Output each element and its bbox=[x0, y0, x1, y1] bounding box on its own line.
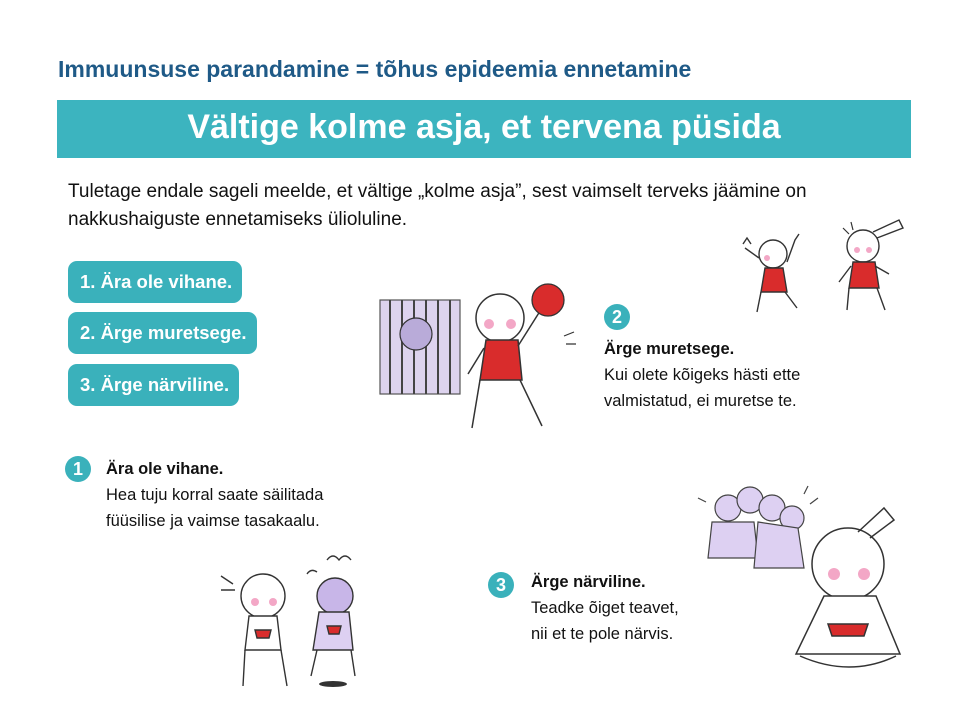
tip-3 bbox=[531, 569, 679, 647]
calm-meditating-illustration bbox=[688, 478, 916, 674]
title-banner bbox=[57, 100, 911, 158]
tip-number-3: 3 bbox=[488, 572, 514, 598]
cheerful-friends-illustration bbox=[735, 212, 915, 317]
calm-and-angry-friends-illustration bbox=[215, 546, 385, 700]
summary-pill-3: 3. Ärge närviline. bbox=[68, 364, 239, 406]
page-title: Vältige kolme asja, et tervena püsida bbox=[187, 108, 781, 146]
tip-number-1: 1 bbox=[65, 456, 91, 482]
tip-1-line-2: füüsilise ja vaimse tasakaalu. bbox=[106, 512, 320, 530]
tip-1-title: Ära ole vihane. bbox=[106, 460, 224, 478]
intro-text: Tuletage endale sageli meelde, et vältige „kolme asja”, sest vaimselt terveks jäämine on nakkushaiguste ennetamiseks ülioluline. bbox=[68, 181, 807, 230]
tip-3-title: Ärge närviline. bbox=[531, 573, 646, 591]
angry-boxer-illustration bbox=[372, 278, 584, 446]
tip-1-line-1: Hea tuju korral saate säilitada bbox=[106, 486, 324, 504]
tip-2-title: Ärge muretsege. bbox=[604, 340, 735, 358]
tip-2-line-2: valmistatud, ei muretse te. bbox=[604, 392, 797, 410]
tip-number-2: 2 bbox=[604, 304, 630, 330]
summary-pill-2: 2. Ärge muretsege. bbox=[68, 312, 257, 354]
tip-1 bbox=[106, 456, 323, 534]
tip-3-line-2: nii et te pole närvis. bbox=[531, 625, 674, 643]
tip-3-line-1: Teadke õiget teavet, bbox=[531, 599, 679, 617]
page-subtitle: Immuunsuse parandamine = tõhus epideemia ennetamine bbox=[58, 56, 692, 82]
summary-pill-1: 1. Ära ole vihane. bbox=[68, 261, 242, 303]
tip-2 bbox=[604, 336, 800, 414]
tip-2-line-1: Kui olete kõigeks hästi ette bbox=[604, 366, 801, 384]
